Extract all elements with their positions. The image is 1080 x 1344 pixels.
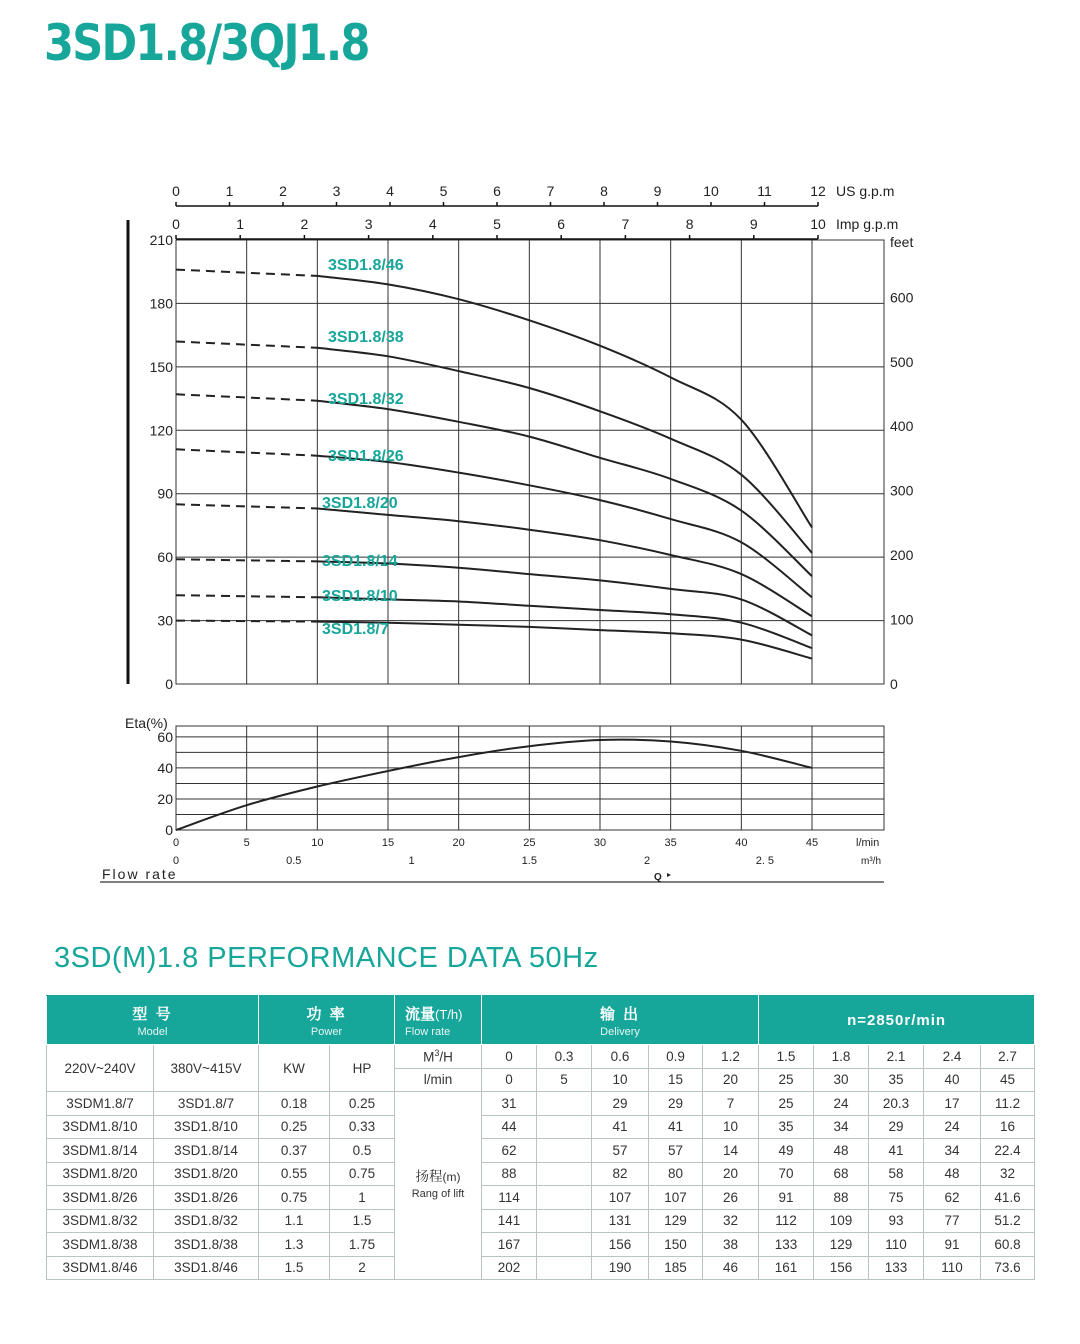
head-value-cell: 167: [482, 1233, 537, 1257]
power-kw-cell: 1.1: [259, 1209, 330, 1233]
x-tick-label-lmin: 5: [243, 837, 250, 849]
head-value-cell: 29: [649, 1092, 703, 1116]
power-hp-cell: 0.25: [330, 1092, 395, 1116]
y-tick-label: 150: [149, 358, 173, 375]
top-axis-tick-label: 10: [703, 183, 719, 199]
head-value-cell: 91: [759, 1186, 814, 1210]
power-hp-cell: 0.75: [330, 1162, 395, 1186]
head-value-cell: 20: [703, 1162, 759, 1186]
curve-label: 3SD1.8/26: [328, 448, 404, 465]
eta-y-tick-label: 20: [157, 790, 173, 807]
head-value-cell: 44: [482, 1115, 537, 1139]
unit-m3h: $M^3/H$: [395, 1045, 482, 1069]
y-right-tick-label: 100: [890, 611, 914, 628]
top-axis-unit-label: US g.p.m: [836, 183, 895, 199]
x-unit-m3h: m³/h: [861, 856, 881, 867]
flow-rate-label: Flow rate: [102, 866, 178, 882]
top-axis-unit-label: Imp g.p.m: [836, 216, 899, 232]
head-value-cell: 26: [703, 1186, 759, 1210]
head-curve: [317, 401, 812, 577]
power-hp-cell: 1.5: [330, 1209, 395, 1233]
head-value-cell: 41: [592, 1115, 649, 1139]
unit-lmin: l/min: [395, 1068, 482, 1092]
table-row: [47, 1045, 1035, 1069]
model-380v-cell: 3SD1.8/20: [154, 1162, 259, 1186]
head-value-cell: 32: [981, 1162, 1035, 1186]
head-curve: [317, 622, 812, 659]
header-model: 型 号 Model: [47, 996, 259, 1045]
q-lmin-cell: 15: [649, 1068, 703, 1092]
x-tick-label-m3h: 0: [172, 855, 180, 867]
head-value-cell: 109: [814, 1209, 869, 1233]
top-axis-tick-label: 11: [757, 183, 772, 199]
head-value-cell: 82: [592, 1162, 649, 1186]
head-value-cell: 129: [649, 1209, 703, 1233]
sub-header-hp: HP: [330, 1045, 395, 1092]
power-hp-cell: 1: [330, 1186, 395, 1210]
lift-label-unit: (m): [442, 1170, 461, 1184]
head-value-cell: 77: [924, 1209, 981, 1233]
header-flow: 流量(T/h) Flow rate: [395, 996, 482, 1045]
top-axis-tick-label: 2: [279, 183, 287, 199]
model-220v-cell: 3SDM1.8/20: [47, 1162, 154, 1186]
q-m3h-cell: 0.9: [649, 1045, 703, 1069]
head-value-cell: 112: [759, 1209, 814, 1233]
model-380v-cell: 3SD1.8/38: [154, 1233, 259, 1257]
model-220v-cell: 3SDM1.8/46: [47, 1256, 154, 1280]
head-value-cell: 48: [814, 1139, 869, 1163]
head-value-cell: 24: [814, 1092, 869, 1116]
sub-header-kw: KW: [259, 1045, 330, 1092]
head-value-cell: 34: [924, 1139, 981, 1163]
top-axis-tick-label: 0: [172, 183, 180, 199]
table-row: [47, 1115, 1035, 1139]
head-value-cell: 10: [703, 1115, 759, 1139]
y-right-tick-label: 600: [890, 289, 914, 306]
x-tick-label-lmin: 10: [311, 837, 324, 849]
q-m3h-cell: 2.7: [981, 1045, 1035, 1069]
performance-table: [46, 995, 1035, 1280]
power-hp-cell: 0.5: [330, 1139, 395, 1163]
section-title: 3SD(M)1.8 PERFORMANCE DATA 50Hz: [54, 942, 599, 974]
head-value-cell: 46: [703, 1256, 759, 1280]
header-delivery: 输 出 Delivery: [482, 996, 759, 1045]
head-value-cell: 202: [482, 1256, 537, 1280]
table-row: [47, 1256, 1035, 1280]
head-value-cell: 88: [814, 1186, 869, 1210]
head-value-cell: 114: [482, 1186, 537, 1210]
model-220v-cell: 3SDM1.8/38: [47, 1233, 154, 1257]
head-value-cell: 133: [869, 1256, 924, 1280]
head-value-cell: 68: [814, 1162, 869, 1186]
top-axis-tick-label: 7: [546, 183, 555, 199]
sub-header-220v: 220V~240V: [47, 1045, 154, 1092]
head-value-cell: [537, 1115, 592, 1139]
head-value-cell: [537, 1139, 592, 1163]
top-axis-tick-label: 7: [621, 216, 630, 232]
y-tick-label: 60: [157, 549, 173, 566]
x-tick-label-lmin: 35: [664, 837, 677, 849]
top-axis-tick-label: 2: [300, 216, 309, 232]
table-row: [47, 1186, 1035, 1210]
head-value-cell: 29: [592, 1092, 649, 1116]
q-m3h-cell: 1.2: [703, 1045, 759, 1069]
model-380v-cell: 3SD1.8/26: [154, 1186, 259, 1210]
q-m3h-cell: 0: [482, 1045, 537, 1069]
top-axis-tick-label: 0: [172, 216, 180, 232]
head-value-cell: 20.3: [869, 1092, 924, 1116]
x-tick-label-lmin: 15: [381, 837, 395, 849]
x-tick-label-m3h: 0.5: [286, 855, 302, 867]
top-axis-tick-label: 8: [600, 183, 608, 199]
power-kw-cell: 0.75: [259, 1186, 330, 1210]
head-value-cell: 110: [869, 1233, 924, 1257]
head-value-cell: 91: [924, 1233, 981, 1257]
curve-label: 3SD1.8/38: [328, 329, 404, 346]
head-value-cell: [537, 1209, 592, 1233]
power-hp-cell: 2: [330, 1256, 395, 1280]
q-label: Q: [654, 872, 662, 883]
q-lmin-cell: 10: [592, 1068, 649, 1092]
head-value-cell: 80: [649, 1162, 703, 1186]
head-value-cell: 107: [592, 1186, 649, 1210]
head-value-cell: 31: [482, 1092, 537, 1116]
head-value-cell: 24: [924, 1115, 981, 1139]
head-value-cell: [537, 1233, 592, 1257]
model-220v-cell: 3SDM1.8/32: [47, 1209, 154, 1233]
y-tick-label: 0: [165, 676, 173, 692]
head-value-cell: 51.2: [981, 1209, 1035, 1233]
lift-label-cell: [395, 1092, 482, 1280]
top-axis-tick-label: 3: [364, 216, 373, 232]
curve-label: 3SD1.8/32: [328, 391, 404, 408]
head-value-cell: 34: [814, 1115, 869, 1139]
top-axis-tick-label: 1: [225, 183, 234, 199]
head-value-cell: 129: [814, 1233, 869, 1257]
y-tick-label: 90: [157, 485, 173, 502]
q-lmin-cell: 40: [924, 1068, 981, 1092]
sub-header-380v: 380V~415V: [154, 1045, 259, 1092]
model-380v-cell: 3SD1.8/32: [154, 1209, 259, 1233]
x-tick-label-m3h: 2. 5: [755, 855, 775, 867]
top-axis-tick-label: 3: [332, 183, 341, 199]
eta-y-tick-label: 40: [157, 759, 173, 776]
curve-label: 3SD1.8/7: [322, 621, 389, 638]
head-value-cell: 41.6: [981, 1186, 1035, 1210]
y-tick-label: 30: [157, 612, 173, 629]
eta-y-tick-label: 60: [157, 728, 173, 745]
x-tick-label-lmin: 30: [593, 837, 607, 849]
head-value-cell: 107: [649, 1186, 703, 1210]
x-unit-lmin: l/min: [856, 837, 880, 849]
model-220v-cell: 3SDM1.8/7: [47, 1092, 154, 1116]
top-axis-tick-label: 1: [236, 216, 245, 232]
head-value-cell: 49: [759, 1139, 814, 1163]
lift-label-cn: 扬程: [415, 1169, 443, 1184]
head-value-cell: 7: [703, 1092, 759, 1116]
model-220v-cell: 3SDM1.8/26: [47, 1186, 154, 1210]
q-lmin-cell: 0: [482, 1068, 537, 1092]
q-arrow-icon: [667, 873, 671, 877]
y-tick-label: 210: [149, 232, 173, 248]
head-value-cell: 190: [592, 1256, 649, 1280]
header-speed: n=2850r/min: [759, 996, 1035, 1045]
x-tick-label-lmin: 20: [452, 837, 465, 849]
table-row: [47, 1092, 1035, 1116]
head-value-cell: 131: [592, 1209, 649, 1233]
head-value-cell: 156: [592, 1233, 649, 1257]
x-tick-label-m3h: 1.5: [521, 855, 537, 867]
top-axis-tick-label: 4: [428, 216, 437, 232]
head-value-cell: 141: [482, 1209, 537, 1233]
y-right-tick-label: 300: [890, 482, 914, 499]
model-380v-cell: 3SD1.8/10: [154, 1115, 259, 1139]
head-value-cell: 14: [703, 1139, 759, 1163]
top-axis-tick-label: 12: [810, 183, 826, 199]
top-axis-tick-label: 4: [386, 183, 394, 199]
head-value-cell: 70: [759, 1162, 814, 1186]
head-value-cell: 185: [649, 1256, 703, 1280]
power-kw-cell: 0.37: [259, 1139, 330, 1163]
model-380v-cell: 3SD1.8/7: [154, 1092, 259, 1116]
x-tick-label-lmin: 45: [805, 837, 819, 849]
lift-label-en: Rang of lift: [411, 1188, 465, 1200]
head-value-cell: 25: [759, 1092, 814, 1116]
power-hp-cell: 0.33: [330, 1115, 395, 1139]
top-axis-tick-label: 10: [810, 216, 826, 232]
head-value-cell: 110: [924, 1256, 981, 1280]
head-value-cell: 57: [649, 1139, 703, 1163]
power-kw-cell: 0.55: [259, 1162, 330, 1186]
head-value-cell: [537, 1256, 592, 1280]
q-lmin-cell: 5: [537, 1068, 592, 1092]
power-kw-cell: 1.5: [259, 1256, 330, 1280]
power-hp-cell: 1.75: [330, 1233, 395, 1257]
table-row: [47, 1209, 1035, 1233]
head-value-cell: 17: [924, 1092, 981, 1116]
page-title: 3SD1.8/3QJ1.8: [44, 14, 369, 72]
head-value-cell: 57: [592, 1139, 649, 1163]
eta-y-tick-label: 0: [165, 822, 173, 838]
head-value-cell: 150: [649, 1233, 703, 1257]
q-lmin-cell: 35: [869, 1068, 924, 1092]
y-right-axis-label: feet: [890, 234, 914, 250]
curve-label: 3SD1.8/20: [322, 495, 398, 512]
head-value-cell: 58: [869, 1162, 924, 1186]
head-value-cell: 156: [814, 1256, 869, 1280]
top-axis-tick-label: 6: [557, 216, 566, 232]
x-tick-label-lmin: 0: [172, 837, 180, 849]
q-lmin-cell: 30: [814, 1068, 869, 1092]
top-axis-tick-label: 9: [653, 183, 662, 199]
q-m3h-cell: 1.5: [759, 1045, 814, 1069]
power-kw-cell: 1.3: [259, 1233, 330, 1257]
head-value-cell: [537, 1092, 592, 1116]
head-value-cell: 93: [869, 1209, 924, 1233]
head-value-cell: 161: [759, 1256, 814, 1280]
efficiency-chart: [100, 715, 884, 883]
eta-y-axis-label: Eta(%): [125, 715, 168, 731]
head-value-cell: 38: [703, 1233, 759, 1257]
head-value-cell: 11.2: [981, 1092, 1035, 1116]
table-row: [47, 1162, 1035, 1186]
model-380v-cell: 3SD1.8/46: [154, 1256, 259, 1280]
y-tick-label: 120: [149, 422, 173, 439]
x-tick-label-lmin: 25: [523, 837, 536, 849]
top-axis-tick-label: 5: [439, 183, 448, 199]
curve-label: 3SD1.8/14: [322, 553, 398, 570]
q-m3h-cell: 0.6: [592, 1045, 649, 1069]
head-curve: [317, 456, 812, 598]
q-lmin-cell: 25: [759, 1068, 814, 1092]
top-axis-tick-label: 6: [493, 183, 501, 199]
model-380v-cell: 3SD1.8/14: [154, 1139, 259, 1163]
y-right-tick-label: 200: [890, 547, 914, 564]
table-row: [47, 1139, 1035, 1163]
q-lmin-cell: 45: [981, 1068, 1035, 1092]
head-value-cell: 60.8: [981, 1233, 1035, 1257]
head-curve-chart: [128, 183, 914, 692]
header-power: 功 率 Power: [259, 996, 395, 1045]
head-value-cell: 41: [869, 1139, 924, 1163]
top-axis-tick-label: 9: [749, 216, 758, 232]
power-kw-cell: 0.18: [259, 1092, 330, 1116]
head-value-cell: 62: [482, 1139, 537, 1163]
head-value-cell: 22.4: [981, 1139, 1035, 1163]
eta-curve: [176, 740, 812, 830]
y-right-tick-label: 400: [890, 418, 914, 435]
table-row: [47, 1233, 1035, 1257]
q-m3h-cell: 0.3: [537, 1045, 592, 1069]
curve-label: 3SD1.8/10: [322, 588, 398, 605]
head-value-cell: 73.6: [981, 1256, 1035, 1280]
head-value-cell: 48: [924, 1162, 981, 1186]
x-tick-label-lmin: 40: [735, 837, 748, 849]
head-value-cell: 62: [924, 1186, 981, 1210]
head-value-cell: 16: [981, 1115, 1035, 1139]
head-value-cell: 35: [759, 1115, 814, 1139]
x-tick-label-m3h: 2: [644, 855, 651, 867]
curve-label: 3SD1.8/46: [328, 257, 404, 274]
q-lmin-cell: 20: [703, 1068, 759, 1092]
model-220v-cell: 3SDM1.8/14: [47, 1139, 154, 1163]
head-value-cell: 133: [759, 1233, 814, 1257]
y-tick-label: 180: [149, 295, 173, 312]
q-m3h-cell: 2.4: [924, 1045, 981, 1069]
table-header-row: [47, 996, 1035, 1045]
head-value-cell: 32: [703, 1209, 759, 1233]
head-value-cell: 88: [482, 1162, 537, 1186]
q-m3h-cell: 2.1: [869, 1045, 924, 1069]
x-tick-label-m3h: 1: [408, 855, 415, 867]
model-220v-cell: 3SDM1.8/10: [47, 1115, 154, 1139]
head-value-cell: 75: [869, 1186, 924, 1210]
y-right-tick-label: 0: [890, 676, 898, 692]
head-value-cell: 41: [649, 1115, 703, 1139]
head-value-cell: [537, 1186, 592, 1210]
power-kw-cell: 0.25: [259, 1115, 330, 1139]
head-value-cell: [537, 1162, 592, 1186]
q-m3h-cell: 1.8: [814, 1045, 869, 1069]
head-value-cell: 29: [869, 1115, 924, 1139]
top-axis-tick-label: 5: [493, 216, 501, 232]
top-axis-tick-label: 8: [685, 216, 694, 232]
y-right-tick-label: 500: [890, 353, 914, 370]
